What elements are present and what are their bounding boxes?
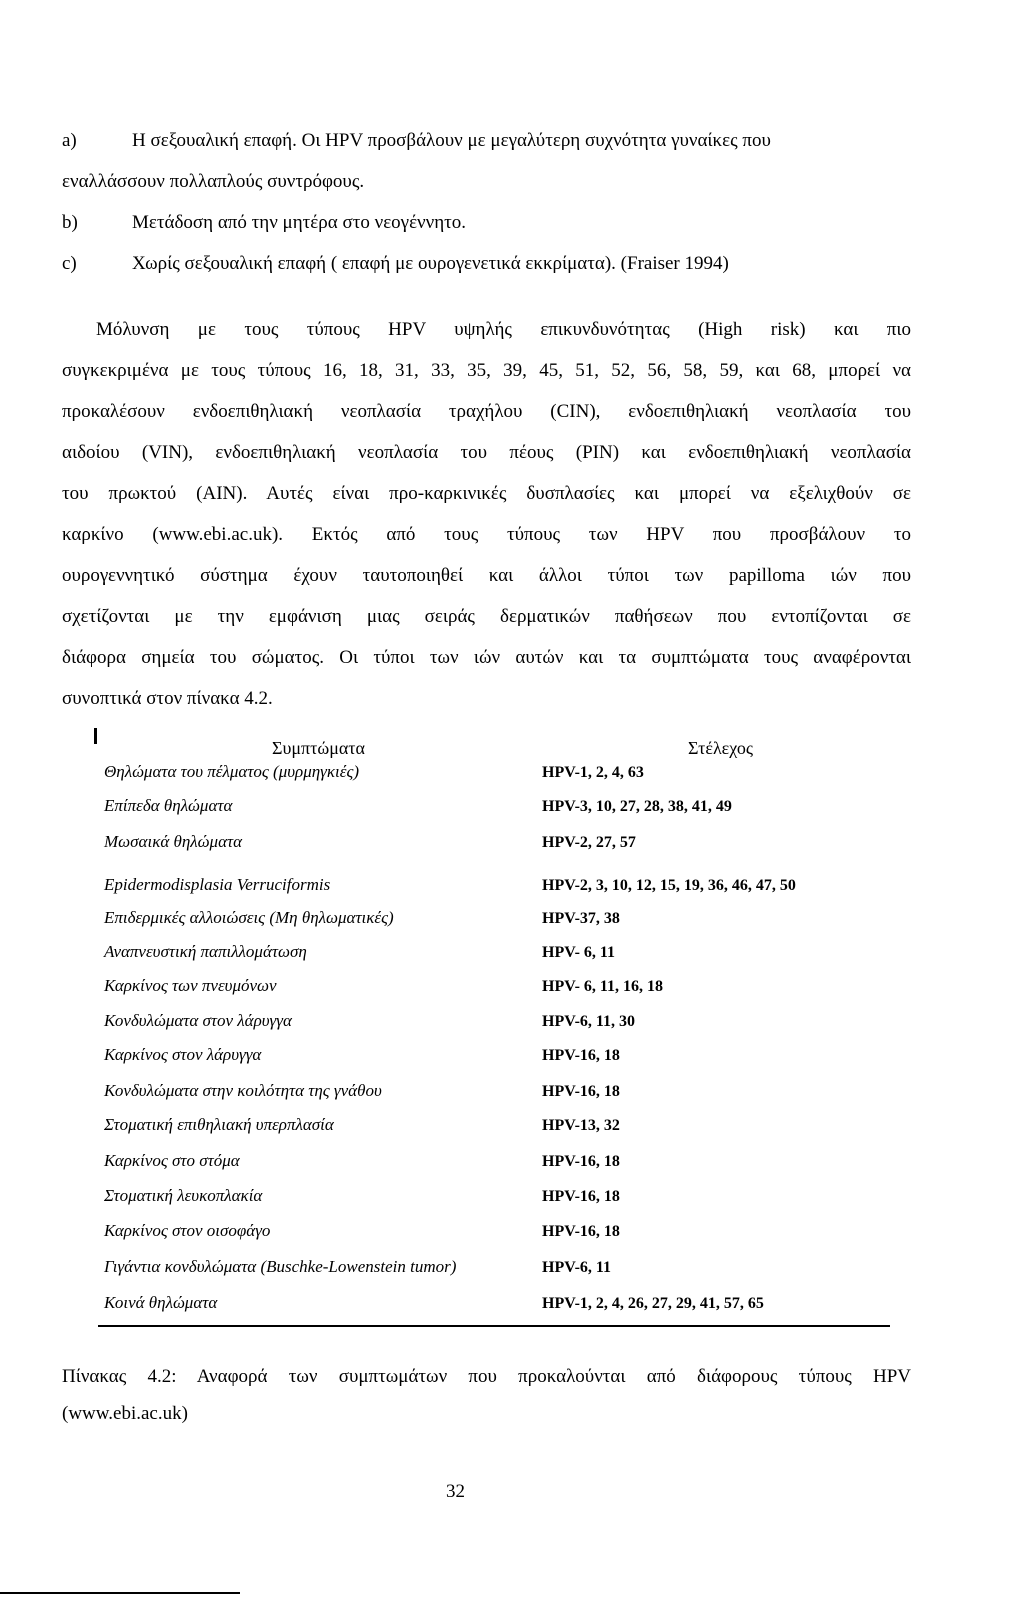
table-cell-strain: HPV-1, 2, 4, 26, 27, 29, 41, 57, 65 bbox=[542, 1295, 764, 1312]
table-cell-strain: HPV-13, 32 bbox=[542, 1117, 620, 1134]
table-cell-strain: HPV-1, 2, 4, 63 bbox=[542, 764, 644, 781]
table-cell-symptom: Θηλώματα του πέλματος (μυρμηγκιές) bbox=[104, 762, 360, 781]
paragraph-line: προκαλέσουν ενδοεπιθηλιακή νεοπλασία τραχήλου (CIN), ενδοεπιθηλιακή νεοπλασία του bbox=[62, 401, 911, 422]
table-cell-strain: HPV-37, 38 bbox=[542, 910, 620, 927]
table-cell-strain: HPV- 6, 11, 16, 18 bbox=[542, 978, 664, 995]
table-cell-strain: HPV-3, 10, 27, 28, 38, 41, 49 bbox=[542, 798, 732, 815]
table-cell-strain: HPV- 6, 11 bbox=[542, 944, 616, 961]
table-cell-symptom: Στοματική επιθηλιακή υπερπλασία bbox=[104, 1115, 334, 1134]
table-cell-symptom: Επίπεδα θηλώματα bbox=[104, 796, 233, 815]
footer-rule bbox=[0, 1592, 240, 1594]
table-cell-symptom: Στοματική λευκοπλακία bbox=[104, 1186, 263, 1205]
paragraph-line: συγκεκριμένα με τους τύπους 16, 18, 31, 33, 35, 39, 45, 51, 52, 56, 58, 59, και 68, μπορεί να bbox=[62, 360, 911, 381]
table-cell-strain: HPV-16, 18 bbox=[542, 1188, 620, 1205]
paragraph-line: ουρογεννητικό σύστημα έχουν ταυτοποιηθεί και άλλοι τύποι των papilloma ιών που bbox=[62, 565, 911, 586]
paragraph-line: αιδοίου (VIN), ενδοεπιθηλιακή νεοπλασία του πέους (PIN) και ενδοεπιθηλιακή νεοπλασία bbox=[62, 442, 911, 463]
page-number: 32 bbox=[446, 1481, 465, 1502]
table-cell-symptom: Αναπνευστική παπιλλομάτωση bbox=[104, 942, 307, 961]
table-cell-symptom: Κοινά θηλώματα bbox=[104, 1293, 218, 1312]
list-item-c: Χωρίς σεξουαλική επαφή ( επαφή με ουρογενετικά εκκρίματα). (Fraiser 1994) bbox=[132, 253, 729, 274]
table-caption: Πίνακας 4.2: Αναφορά των συμπτωμάτων που προκαλούνται από διάφορους τύπους HPV bbox=[62, 1366, 911, 1387]
list-marker-c: c) bbox=[62, 253, 77, 274]
table-cell-strain: HPV-2, 3, 10, 12, 15, 19, 36, 46, 47, 50 bbox=[542, 877, 796, 894]
list-marker-b: b) bbox=[62, 212, 78, 233]
table-cell-strain: HPV-16, 18 bbox=[542, 1223, 620, 1240]
list-item-b: Μετάδοση από την μητέρα στο νεογέννητο. bbox=[132, 212, 467, 233]
table-cell-strain: HPV-6, 11 bbox=[542, 1259, 612, 1276]
table-cell-strain: HPV-16, 18 bbox=[542, 1047, 620, 1064]
paragraph-line: σχετίζονται με την εμφάνιση μιας σειράς δερματικών παθήσεων που εντοπίζονται σε bbox=[62, 606, 911, 627]
table-cell-symptom: Γιγάντια κονδυλώματα (Buschke-Lowenstein tumor) bbox=[104, 1257, 457, 1276]
table-cell-symptom: Καρκίνος των πνευμόνων bbox=[104, 976, 277, 995]
table-header-strain: Στέλεχος bbox=[688, 738, 753, 758]
table-left-mark bbox=[94, 728, 97, 744]
paragraph-line: καρκίνο (www.ebi.ac.uk). Εκτός από τους τύπους των HPV που προσβάλουν το bbox=[62, 524, 911, 545]
table-cell-symptom: Epidermodisplasia Verruciformis bbox=[104, 875, 331, 894]
paragraph-line: Μόλυνση με τους τύπους HPV υψηλής επικυνδυνότητας (High risk) και πιο bbox=[96, 319, 911, 340]
paragraph-line: του πρωκτού (AIN). Αυτές είναι προ-καρκινικές δυσπλασίες και μπορεί να εξελιχθούν σε bbox=[62, 483, 911, 504]
table-cell-symptom: Κονδυλώματα στον λάρυγγα bbox=[104, 1011, 292, 1030]
paragraph-line: συνοπτικά στον πίνακα 4.2. bbox=[62, 688, 273, 709]
table-cell-symptom: Καρκίνος στον οισοφάγο bbox=[104, 1221, 271, 1240]
table-header-symptoms: Συμπτώματα bbox=[272, 738, 365, 758]
table-cell-strain: HPV-2, 27, 57 bbox=[542, 834, 636, 851]
table-cell-symptom: Κονδυλώματα στην κοιλότητα της γνάθου bbox=[104, 1081, 382, 1100]
table-bottom-rule bbox=[98, 1325, 890, 1327]
table-cell-symptom: Καρκίνος στον λάρυγγα bbox=[104, 1045, 262, 1064]
list-marker-a: a) bbox=[62, 130, 77, 151]
paragraph-line: διάφορα σημεία του σώματος. Οι τύποι των ιών αυτών και τα συμπτώματα τους αναφέρονται bbox=[62, 647, 911, 668]
table-cell-strain: HPV-16, 18 bbox=[542, 1153, 620, 1170]
table-cell-symptom: Επιδερμικές αλλοιώσεις (Μη θηλωματικές) bbox=[104, 908, 394, 927]
table-cell-strain: HPV-6, 11, 30 bbox=[542, 1013, 636, 1030]
table-cell-strain: HPV-16, 18 bbox=[542, 1083, 620, 1100]
table-cell-symptom: Μωσαικά θηλώματα bbox=[104, 832, 243, 851]
table-caption-cont: (www.ebi.ac.uk) bbox=[62, 1403, 188, 1424]
table-cell-symptom: Καρκίνος στο στόμα bbox=[104, 1151, 240, 1170]
list-item-a-cont: εναλλάσσουν πολλαπλούς συντρόφους. bbox=[62, 171, 365, 192]
list-item-a: Η σεξουαλική επαφή. Οι HPV προσβάλουν με μεγαλύτερη συχνότητα γυναίκες που bbox=[132, 130, 771, 151]
